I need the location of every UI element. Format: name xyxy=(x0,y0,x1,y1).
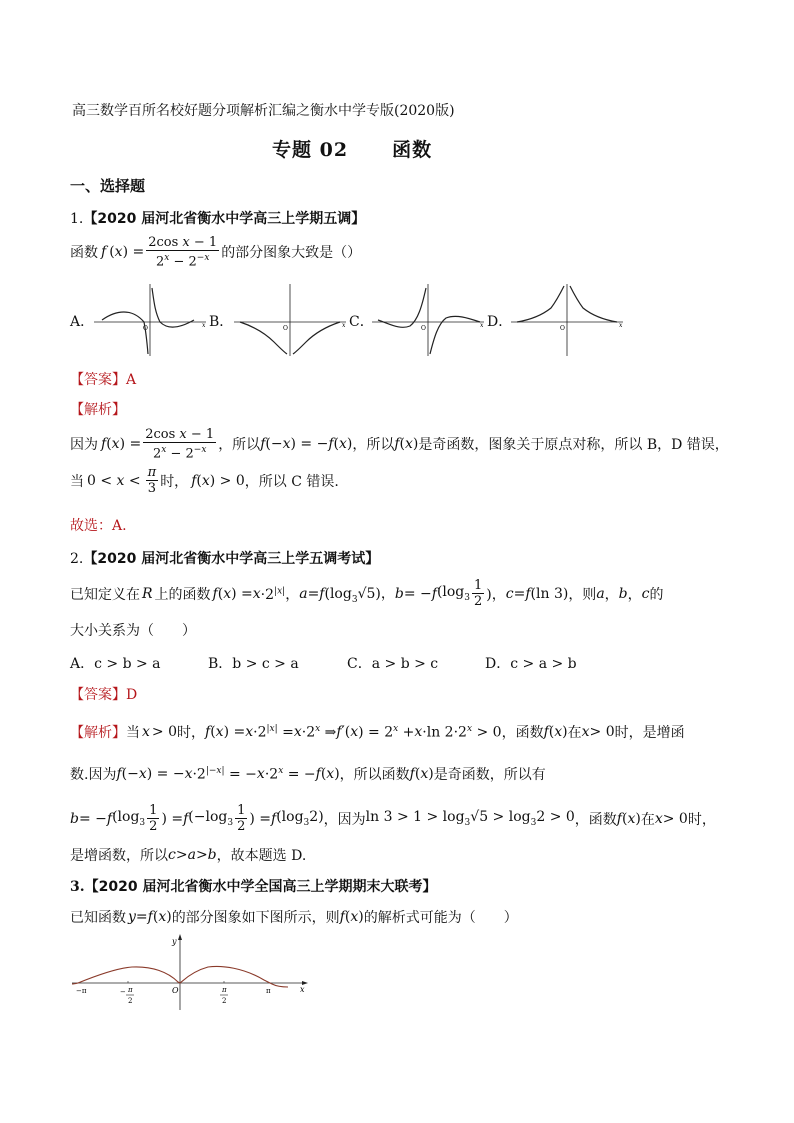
q1-analysis-line-1: 因为 f ( x ) = $\frac{\text{2cos x − 1}}{2^x - 2^{-x}}$ ，所以 f (− x ) = − f ( x ) ，所以 f ( x ) 是奇函数，图象关于原点对称，所以 B，D 错误， xyxy=(70,427,729,462)
q1-number: 1. xyxy=(70,211,84,227)
q3-header xyxy=(70,876,436,896)
q1-option-d-label[interactable]: D． xyxy=(487,314,513,330)
svg-text:O: O xyxy=(421,325,426,332)
q3-source: 【2020 届河北省衡水中学全国高三上学期期末大联考】 xyxy=(84,879,437,895)
q2-answer-value: D xyxy=(126,687,138,703)
svg-text:O: O xyxy=(172,986,179,995)
q3-function-graph xyxy=(70,930,310,1012)
q1-conclusion: 故选：A. xyxy=(70,518,127,534)
q2-analysis-line-4: 是增函数，所以 c > a > b ，故本题选 D. xyxy=(70,847,307,864)
q1-header xyxy=(70,208,365,228)
topic-label: 专题 02 xyxy=(272,139,349,161)
q2-source: 【2020 届河北省衡水中学高三上学五调考试】 xyxy=(83,551,380,567)
q1-option-c-graph[interactable] xyxy=(372,282,486,358)
svg-text:2: 2 xyxy=(222,997,227,1005)
q2-number: 2. xyxy=(70,551,84,567)
q1-analysis-line-2: 当 0 < x < $\frac{\pi}{3}$ 时， f ( x ) > 0 ，所以 C 错误. xyxy=(70,465,339,496)
q2-analysis-line-3: b = − f ($\log_3$ $\frac{1}{2}$ ) = f ($-\log_3$ $\frac{1}{2}$ ) = f $(\log_32)$ ，因为 $\ln 3 > 1 > \log_3√5 > \log_32 > 0$ ，函数 f ( x ) 在 x > 0 时， xyxy=(70,803,716,834)
q1-answer: 【答案】A xyxy=(70,372,137,388)
svg-text:−: − xyxy=(120,988,126,996)
svg-text:O: O xyxy=(283,325,288,332)
svg-text:y: y xyxy=(172,937,177,946)
svg-text:O: O xyxy=(143,325,148,332)
q2-stem-line-2: 大小关系为（ ） xyxy=(70,623,196,639)
q2-header xyxy=(70,548,379,568)
svg-text:x: x xyxy=(480,322,484,329)
svg-text:O: O xyxy=(560,325,565,332)
q1-option-c-label[interactable]: C． xyxy=(349,314,374,330)
q2-analysis-line-2: 数.因为 f (− x ) = − x $\cdot 2^{|-x|}$ = − x $\cdot 2^x$ = − f ( x ) ，所以函数 f ( x ) 是奇函数，所以有 xyxy=(70,765,546,783)
q2-option-c[interactable]: C．a > b > c xyxy=(347,656,439,672)
q1-formula-fraction: $\frac{\text{2cos x − 1}}{2^x - 2^{-x}}$ xyxy=(148,235,218,270)
q1-option-a-graph[interactable] xyxy=(94,282,208,358)
svg-text:x: x xyxy=(300,985,305,994)
q1-stem: 函数 f ( x ) = $\frac{\text{2cos x − 1}}{2^x - 2^{-x}}$ 的部分图象大致是（） xyxy=(70,235,362,270)
q2-analysis-line-1: 【解析】 当 x > 0 时， f ( x ) = x $\cdot 2^{|x|}$ = x $\cdot 2^x$ ⇒ f ′( x ) = $2^x$ + x ·ln $2\cdot 2^x > 0$ ，函数 f ( x ) 在 x > 0 时，是增函 xyxy=(70,723,685,741)
svg-text:π: π xyxy=(128,986,133,994)
q2-answer: 【答案】D xyxy=(70,687,138,703)
series-title: 高三数学百所名校好题分项解析汇编之衡水中学专版(2020版) xyxy=(72,103,455,119)
svg-text:2: 2 xyxy=(128,997,133,1005)
q1-option-b-graph[interactable] xyxy=(234,282,348,358)
q3-number: 3. xyxy=(70,879,85,895)
svg-text:−π: −π xyxy=(76,987,87,995)
q1-analysis-tag: 【解析】 xyxy=(70,402,126,418)
q3-stem: 已知函数 y = f ( x ) 的部分图象如下图所示，则 f ( x ) 的解析式可能为（ ） xyxy=(70,909,518,926)
q1-answer-value: A xyxy=(126,372,137,388)
q1-option-b-label[interactable]: B． xyxy=(209,314,234,330)
svg-text:x: x xyxy=(202,322,206,329)
q2-option-d[interactable]: D．c > a > b xyxy=(485,656,577,672)
q2-stem-line-1: 已知定义在 R 上的函数 f ( x ) = x $\cdot 2^{|x|}$， a = f $(\log_3√5)$， b = − f ($\log_3$ $\frac{1}{2}$ )， c = f (ln 3) ，则 a ， b ， c 的 xyxy=(70,578,664,609)
q1-option-d-graph[interactable] xyxy=(511,282,625,358)
q2-option-b[interactable]: B．b > c > a xyxy=(208,656,299,672)
topic-title xyxy=(272,135,432,162)
q1-source: 【2020 届河北省衡水中学高三上学期五调】 xyxy=(83,211,366,227)
svg-text:π: π xyxy=(266,987,271,995)
svg-text:x: x xyxy=(619,322,623,329)
topic-name: 函数 xyxy=(392,139,433,161)
q2-option-a[interactable]: A．c > b > a xyxy=(70,656,161,672)
section-title: 一、选择题 xyxy=(70,177,146,195)
svg-text:π: π xyxy=(222,986,227,994)
svg-text:x: x xyxy=(342,322,346,329)
q1-option-a-label[interactable]: A． xyxy=(70,314,95,330)
